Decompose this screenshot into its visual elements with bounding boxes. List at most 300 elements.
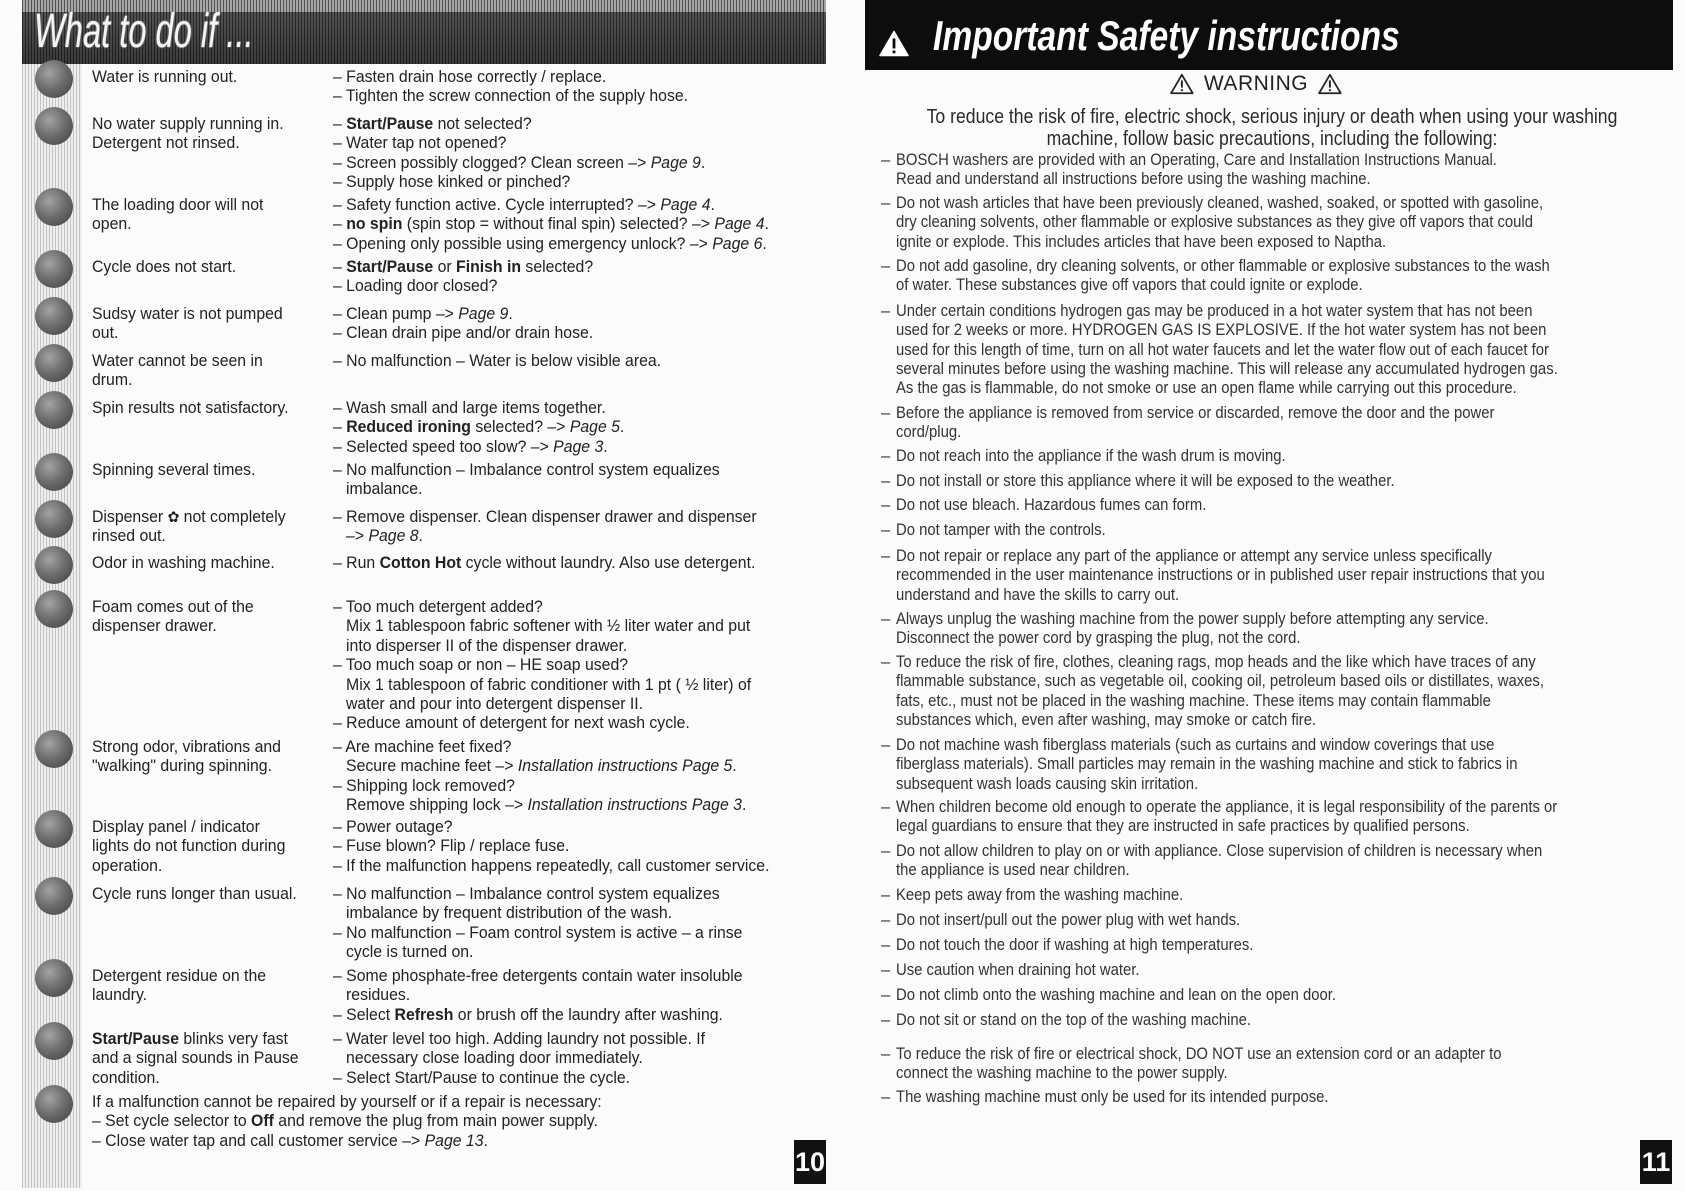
problem-text — [92, 553, 289, 572]
text-run: – — [333, 417, 347, 437]
text-run: residues. — [346, 985, 411, 1005]
text-run: into disperser II of the dispenser drawer. — [346, 635, 628, 655]
solution-line — [333, 507, 757, 526]
safety-item-text — [896, 1088, 1377, 1107]
safety-item-line: To reduce the risk of fire or electrical shock, DO NOT use an extension cord or an adapter to — [896, 1045, 1502, 1063]
row-bullet-icon — [35, 730, 73, 768]
problem-text — [92, 114, 298, 153]
page-title: Important Safety instructions — [933, 12, 1400, 59]
solution-text — [333, 884, 773, 962]
text-run: laundry. — [92, 985, 148, 1005]
text-run: open. — [92, 214, 132, 234]
row-bullet-icon — [35, 107, 73, 145]
problem-line — [92, 616, 254, 635]
safety-item-line: Do not install or store this appliance where it will be exposed to the weather. — [896, 472, 1395, 490]
safety-item-line: used for 2 weeks or more. HYDROGEN GAS IS EXPLOSIVE. If the hot water system has not been — [896, 321, 1547, 340]
problem-text — [92, 507, 300, 546]
item-bullet: – — [881, 447, 891, 465]
problem-text — [92, 884, 312, 903]
page-reference: Installation instructions Page 3 — [527, 795, 742, 815]
text-run: condition. — [92, 1067, 160, 1087]
problem-line — [92, 856, 285, 875]
solution-line — [333, 597, 751, 616]
problem-line — [92, 460, 255, 479]
text-run: . — [483, 1130, 488, 1150]
safety-item-text — [896, 521, 1129, 540]
problem-line — [92, 985, 266, 1004]
safety-item-line: of water. These substances give off vapors that could ignite or explode. — [896, 276, 1363, 295]
safety-item-text — [896, 842, 1614, 881]
text-run: selected? — [521, 257, 594, 276]
text-run: and remove the plug from main power supply. — [273, 1111, 598, 1131]
safety-item-text — [896, 496, 1241, 515]
item-bullet: – — [881, 194, 891, 212]
text-run: not completely — [179, 507, 286, 526]
problem-line — [92, 507, 286, 526]
text-run: Spinning several times. — [92, 460, 256, 479]
problem-text — [92, 351, 276, 390]
safety-item-text — [896, 911, 1278, 930]
item-bullet: – — [881, 472, 891, 490]
solution-line — [333, 323, 593, 342]
problem-text — [92, 1029, 314, 1087]
text-run: – Loading door closed? — [333, 276, 498, 296]
safety-item-line: Under certain conditions hydrogen gas may be produced in a hot water system that has not been — [896, 302, 1533, 320]
safety-item-text — [896, 886, 1215, 905]
problem-line — [92, 323, 283, 342]
safety-item-line: Do not add gasoline, dry cleaning solvents, or other flammable or explosive substances to the wash — [896, 257, 1550, 275]
text-run: – — [333, 114, 347, 133]
right-page-safety — [865, 0, 1680, 1191]
solution-line — [333, 86, 688, 105]
text-run: – No malfunction – Water is below visible area. — [333, 351, 662, 370]
safety-item-line: The washing machine must only be used for its intended purpose. — [896, 1088, 1329, 1106]
solution-line — [333, 234, 769, 253]
text-run: Foam comes out of the — [92, 597, 254, 616]
item-bullet: – — [881, 521, 891, 539]
text-run: – No malfunction – Imbalance control system equalizes — [333, 460, 720, 479]
solution-line — [333, 655, 751, 674]
problem-line — [92, 67, 237, 86]
text-run: . — [418, 526, 423, 546]
text-run: rinsed out. — [92, 526, 166, 546]
bold-keyword: Off — [251, 1111, 274, 1131]
text-run: – Water tap not opened? — [333, 133, 507, 153]
problem-line — [92, 836, 285, 855]
solution-line — [333, 1005, 743, 1024]
safety-item-text — [896, 1045, 1569, 1084]
page-number: 10 — [794, 1140, 826, 1184]
text-run: Mix 1 tablespoon of fabric conditioner with 1 pt ( ½ liter) of — [346, 674, 752, 694]
safety-item-text — [896, 1011, 1290, 1030]
solution-line — [333, 437, 624, 456]
row-bullet-icon — [35, 250, 73, 288]
text-run: Secure machine feet –> — [346, 756, 518, 776]
warning-triangle-icon — [879, 30, 909, 57]
solution-line — [333, 417, 624, 436]
safety-item-line: fiberglass materials). Small particles may remain in the washing machine and stick to fabrics in — [896, 755, 1518, 774]
problem-text — [92, 67, 248, 86]
problem-line — [92, 257, 236, 276]
warning-triangle-icon — [1318, 73, 1342, 95]
text-run: – Fuse blown? Flip / replace fuse. — [333, 836, 570, 856]
safety-item-line: To reduce the risk of fire, clothes, cleaning rags, mop heads and the like which have traces of any — [896, 653, 1536, 671]
safety-header — [865, 0, 1673, 70]
warning-label: WARNING — [1203, 72, 1309, 95]
text-run: . — [732, 756, 737, 776]
safety-item-line: recommended in the user maintenance instructions or in published user repair instructions that you — [896, 566, 1545, 585]
safety-item-line: Do not sit or stand on the top of the washing machine. — [896, 1011, 1251, 1029]
text-run: operation. — [92, 855, 163, 875]
row-bullet-icon — [35, 453, 73, 491]
text-run: . — [741, 795, 747, 815]
text-run: blinks very fast — [178, 1029, 288, 1048]
solution-line — [333, 479, 720, 498]
solution-line — [333, 836, 769, 855]
solution-line — [333, 460, 720, 479]
safety-item-text — [896, 961, 1167, 980]
text-run: – No malfunction – Foam control system is active – a rinse — [333, 922, 743, 942]
row-bullet-icon — [35, 60, 73, 98]
bold-keyword: Cotton Hot — [379, 553, 462, 572]
solution-text — [333, 460, 749, 499]
safety-item-line: understand and have the skills to carry out. — [896, 585, 1180, 604]
row-bullet-icon — [35, 344, 73, 382]
repair-note-line — [92, 1131, 602, 1150]
safety-item-line: When children become old enough to operate the appliance, it is legal responsibility of the parents or — [896, 798, 1558, 816]
text-run: – Safety function active. Cycle interrupted? –> — [333, 195, 661, 214]
solution-line — [333, 903, 742, 922]
problem-line — [92, 133, 284, 152]
page-reference: Page 5 — [569, 417, 620, 437]
safety-item-text — [896, 404, 1561, 443]
problem-line — [92, 526, 286, 545]
safety-item-line: cord/plug. — [896, 423, 962, 442]
text-run: drum. — [92, 370, 133, 390]
solution-line — [333, 1048, 705, 1067]
problem-line — [92, 1048, 299, 1067]
text-run: cycle is turned on. — [346, 942, 474, 962]
solution-line — [333, 713, 751, 732]
solution-text — [333, 507, 788, 546]
text-run: Water is running out. — [92, 67, 238, 86]
solution-line — [333, 636, 751, 655]
safety-item-line: Read and understand all instructions before using the washing machine. — [896, 170, 1371, 189]
warning-heading — [1170, 72, 1342, 96]
text-run: – Fasten drain hose correctly / replace. — [333, 67, 607, 86]
item-bullet: – — [881, 547, 891, 565]
problem-line — [92, 351, 263, 370]
text-run: –> — [346, 526, 369, 546]
text-run: . — [508, 304, 513, 323]
safety-item-line: Do not tamper with the controls. — [896, 521, 1106, 539]
solution-line — [333, 884, 742, 903]
text-run: not selected? — [433, 114, 532, 133]
bold-keyword: no spin — [346, 214, 403, 234]
text-run: – Remove dispenser. Clean dispenser drawer and dispenser — [333, 507, 757, 526]
page-reference: Page 9 — [458, 304, 509, 323]
problem-text — [92, 597, 266, 636]
text-run: (spin stop = without final spin) selected? –> — [402, 214, 715, 234]
problem-text — [92, 817, 300, 875]
problem-line — [92, 1029, 299, 1048]
item-bullet: – — [881, 842, 891, 860]
text-run: or — [433, 257, 457, 276]
problem-line — [92, 597, 254, 616]
solution-line — [333, 985, 743, 1004]
problem-line — [92, 214, 263, 233]
text-run: – Reduce amount of detergent for next wash cycle. — [333, 713, 690, 733]
safety-item-line: the appliance is used near children. — [896, 861, 1130, 880]
text-run: Detergent not rinsed. — [92, 133, 240, 153]
item-bullet: – — [881, 961, 891, 979]
safety-item-line: Do not use bleach. Hazardous fumes can form. — [896, 496, 1207, 514]
problem-line — [92, 756, 281, 775]
text-run: Spin results not satisfactory. — [92, 398, 289, 417]
text-run: No water supply running in. — [92, 114, 284, 133]
safety-item-text — [896, 986, 1385, 1005]
safety-item-line: Keep pets away from the washing machine. — [896, 886, 1184, 904]
text-run: – Too much soap or non – HE soap used? — [333, 655, 629, 675]
safety-item-line: dry cleaning solvents, other flammable or explosive substances as they give off vapors that could — [896, 213, 1533, 232]
solution-text — [333, 398, 646, 456]
row-bullet-icon — [35, 1022, 73, 1060]
page-reference: Page 6 — [712, 233, 763, 253]
row-bullet-icon — [35, 1085, 73, 1123]
safety-item-line: As the gas is flammable, do not smoke or use an open flame while carrying out this procedure. — [896, 379, 1517, 398]
text-run: – Power outage? — [333, 817, 453, 836]
item-bullet: – — [881, 1011, 891, 1029]
row-bullet-icon — [35, 188, 73, 226]
text-run: Cycle runs longer than usual. — [92, 884, 297, 903]
text-run: – Some phosphate-free detergents contain water insoluble — [333, 966, 743, 985]
text-run: – — [333, 257, 347, 276]
text-run: . — [710, 195, 715, 214]
row-bullet-icon — [35, 810, 73, 848]
item-bullet: – — [881, 736, 891, 754]
safety-item-text — [896, 610, 1555, 649]
safety-item-text — [896, 472, 1450, 491]
text-run: and a signal sounds in Pause — [92, 1048, 299, 1068]
item-bullet: – — [881, 911, 891, 929]
solution-line — [333, 694, 751, 713]
text-run: – Run — [333, 553, 380, 572]
text-run: – Clean pump –> — [333, 304, 459, 323]
text-run: . — [700, 152, 706, 172]
item-bullet: – — [881, 653, 891, 671]
bold-keyword: Refresh — [394, 1004, 454, 1024]
safety-item-line: Do not touch the door if washing at high temperatures. — [896, 936, 1254, 954]
problem-text — [92, 966, 279, 1005]
text-run: Detergent residue on the — [92, 966, 267, 985]
text-run: – Screen possibly clogged? Clean screen –> — [333, 152, 651, 172]
bold-keyword: Start/Pause — [346, 257, 434, 276]
text-run: Water cannot be seen in — [92, 351, 263, 370]
problem-text — [92, 398, 303, 417]
item-bullet: – — [881, 986, 891, 1004]
item-bullet: – — [881, 302, 891, 320]
problem-line — [92, 553, 275, 572]
solution-line — [333, 923, 742, 942]
safety-item-text — [896, 194, 1615, 252]
problem-line — [92, 398, 289, 417]
bold-keyword: Finish in — [456, 257, 522, 276]
text-run: "walking" during spinning. — [92, 756, 272, 776]
safety-item-line: connect the washing machine to the power supply. — [896, 1064, 1228, 1083]
text-run: cycle without laundry. Also use detergent. — [461, 553, 756, 572]
safety-item-line: Do not machine wash fiberglass materials (such as curtains and window coverings that use — [896, 736, 1495, 754]
item-bullet: – — [881, 257, 891, 275]
solution-text — [333, 597, 783, 733]
safety-item-line: substances which, even after washing, may smoke or catch fire. — [896, 710, 1317, 729]
text-run: imbalance by frequent distribution of the wash. — [346, 903, 673, 923]
text-run: – Close water tap and call customer service –> — [92, 1130, 425, 1150]
safety-item-line: flammable substance, such as vegetable oil, cooking oil, petroleum based oils or distillates, waxes, — [896, 672, 1544, 691]
problem-line — [92, 370, 263, 389]
solution-text — [333, 966, 773, 1024]
safety-item-text — [896, 798, 1631, 837]
item-bullet: – — [881, 610, 891, 628]
text-run: Display panel / indicator — [92, 817, 260, 836]
safety-item-line: used for this length of time, turn on all hot water faucets and let the water flow out of each faucet for — [896, 340, 1549, 359]
row-bullet-icon — [35, 391, 73, 429]
text-run: . — [762, 233, 767, 253]
problem-line — [92, 195, 263, 214]
solution-line — [333, 214, 769, 233]
problem-text — [92, 195, 276, 234]
solution-line — [333, 276, 593, 295]
text-run: Odor in washing machine. — [92, 553, 275, 572]
solution-text — [333, 737, 777, 815]
safety-item-line: Do not climb onto the washing machine and lean on the open door. — [896, 986, 1337, 1004]
text-run: – Opening only possible using emergency unlock? –> — [333, 233, 713, 253]
solution-line — [333, 737, 746, 756]
text-run: – Are machine feet fixed? — [333, 737, 512, 756]
page-reference: Installation instructions Page 5 — [517, 756, 733, 776]
row-bullet-icon — [35, 590, 73, 628]
text-run: water and pour into detergent dispenser II. — [346, 693, 644, 713]
safety-item-text — [896, 653, 1616, 730]
safety-item-line: Always unplug the washing machine from the power supply before attempting any service. — [896, 610, 1489, 628]
item-bullet: – — [881, 886, 891, 904]
solution-line — [333, 351, 661, 370]
solution-line — [333, 257, 593, 276]
safety-item-text — [896, 547, 1617, 605]
solution-line — [333, 616, 751, 635]
text-run: lights do not function during — [92, 836, 286, 856]
page-title: What to do if ... — [34, 5, 254, 58]
text-run: – Tighten the screw connection of the supply hose. — [333, 86, 689, 106]
safety-item-line: Do not repair or replace any part of the appliance or attempt any service unless specifically — [896, 547, 1492, 565]
text-run: . — [764, 214, 769, 234]
solution-line — [333, 966, 743, 985]
safety-item-text — [896, 257, 1622, 296]
safety-item-line: Do not wash articles that have been previously cleaned, washed, soaked, or spotted with gasoline, — [896, 194, 1544, 212]
problem-line — [92, 966, 266, 985]
text-run: Mix 1 tablespoon fabric softener with ½ liter water and put — [346, 616, 751, 636]
item-bullet: – — [881, 798, 891, 816]
text-run: selected? –> — [470, 417, 570, 437]
safety-item-line: Disconnect the power cord by grasping the plug, not the cord. — [896, 629, 1301, 648]
repair-note-line — [92, 1092, 602, 1111]
solution-line — [333, 172, 705, 191]
solution-line — [333, 133, 705, 152]
safety-item-line: legal guardians to ensure that they are instructed in safe practices by qualified persons. — [896, 817, 1470, 836]
safety-item-text — [896, 736, 1587, 794]
text-run: – Too much detergent added? — [333, 597, 543, 616]
text-run: – — [333, 214, 347, 234]
bold-keyword: Reduced ironing — [346, 417, 471, 437]
text-run: If a malfunction cannot be repaired by yourself or if a repair is necessary: — [92, 1092, 602, 1111]
solution-line — [333, 675, 751, 694]
solution-line — [333, 195, 769, 214]
safety-item-line: Do not reach into the appliance if the wash drum is moving. — [896, 447, 1286, 465]
solution-text — [333, 817, 802, 875]
text-run: Sudsy water is not pumped — [92, 304, 283, 323]
item-bullet: – — [881, 936, 891, 954]
solution-line — [333, 398, 624, 417]
safety-item-text — [896, 447, 1329, 466]
problem-text — [92, 304, 297, 343]
page-reference: Page 9 — [650, 152, 701, 172]
text-run: – If the malfunction happens repeatedly, call customer service. — [333, 855, 770, 875]
safety-item-line: ignite or explode. This includes articles that have been exposed to Naptha. — [896, 232, 1387, 251]
solution-text — [333, 67, 715, 106]
item-bullet: – — [881, 151, 891, 169]
solution-line — [333, 67, 688, 86]
solution-text — [333, 1029, 733, 1087]
page-reference: Page 13 — [424, 1130, 484, 1150]
safety-item-line: BOSCH washers are provided with an Operating, Care and Installation Instructions Manual. — [896, 151, 1497, 169]
item-bullet: – — [881, 1045, 891, 1063]
problem-text — [92, 737, 295, 776]
safety-item-line: Use caution when draining hot water. — [896, 961, 1140, 979]
solution-line — [333, 1029, 705, 1048]
text-run: – Selected speed too slow? –> — [333, 436, 554, 456]
text-run: – Wash small and large items together. — [333, 398, 606, 417]
bold-keyword: Start/Pause — [346, 114, 434, 133]
safety-item-line: Before the appliance is removed from service or discarded, remove the door and the power — [896, 404, 1495, 422]
text-run: . — [619, 417, 625, 437]
solution-line — [333, 153, 705, 172]
page-reference: Page 8 — [368, 526, 419, 546]
text-run: – No malfunction – Imbalance control system equalizes — [333, 884, 720, 903]
problem-line — [92, 817, 285, 836]
row-bullet-icon — [35, 959, 73, 997]
solution-line — [333, 114, 705, 133]
page-reference: Page 4 — [714, 214, 765, 234]
page-number: 11 — [1640, 1140, 1672, 1184]
solution-line — [333, 304, 593, 323]
safety-item-line: Do not allow children to play on or with appliance. Close supervision of children is necessary when — [896, 842, 1543, 860]
text-run: – Clean drain pipe and/or drain hose. — [333, 323, 594, 343]
text-run: – Shipping lock removed? — [333, 775, 515, 795]
solution-text — [333, 351, 686, 370]
text-run: – Supply hose kinked or pinched? — [333, 172, 571, 192]
problem-line — [92, 884, 297, 903]
text-run: – Set cycle selector to — [92, 1111, 252, 1131]
safety-item-line: fats, etc., must not be placed in the washing machine. These items may contain flammable — [896, 691, 1491, 710]
solution-line — [333, 856, 769, 875]
item-bullet: – — [881, 1088, 891, 1106]
solution-line — [333, 942, 742, 961]
page-reference: Page 3 — [553, 436, 604, 456]
safety-item-text — [896, 936, 1293, 955]
text-run: The loading door will not — [92, 195, 264, 214]
problem-text — [92, 257, 247, 276]
solution-line — [333, 795, 746, 814]
text-run: out. — [92, 323, 119, 343]
